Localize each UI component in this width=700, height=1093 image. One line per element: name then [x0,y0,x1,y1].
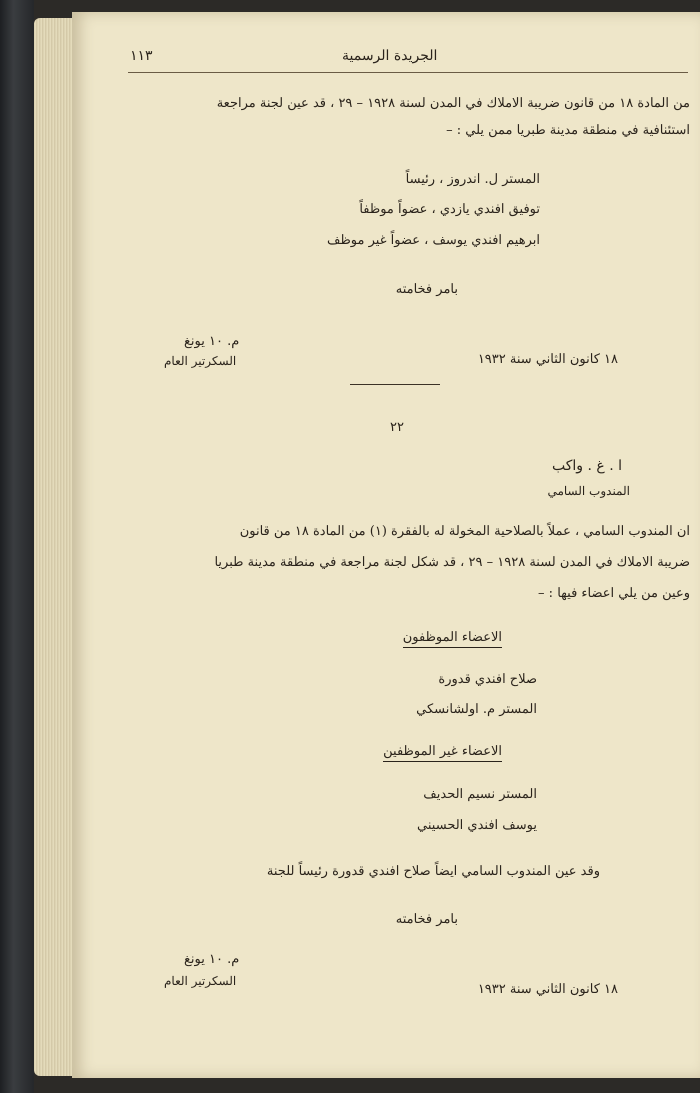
notice2-signer: ا . غ . واكب [551,458,622,474]
notice1-signature-title: السكرتير العام [164,354,237,368]
notice2-date: ١٨ كانون الثاني سنة ١٩٣٢ [477,982,618,997]
gazette-page [72,12,700,1078]
notice1-date: ١٨ كانون الثاني سنة ١٩٣٢ [477,352,618,367]
notice1-member: ابرهيم افندي يوسف ، عضواً غير موظف [327,233,540,248]
official-member: المستر م. اولشانسكي [416,702,537,717]
notice2-signer-title: المندوب السامي [547,484,630,498]
notice2-signature-title: السكرتير العام [164,974,237,988]
notice2-by-order: بامر فخامته [395,912,458,927]
notice2-paragraph-line: ان المندوب السامي ، عملاً بالصلاحية المخولة له بالفقرة (١) من المادة ١٨ من قانون [239,524,690,539]
notice2-number: ٢٢ [390,420,404,435]
unofficial-members-heading: الاعضاء غير الموظفين [383,744,502,762]
notice2-chair-line: وقد عين المندوب السامي ايضاً صلاح افندي قدورة رئيساً للجنة [266,864,600,879]
official-members-heading: الاعضاء الموظفون [403,630,502,648]
notice1-member: توفيق افندي يازدي ، عضواً موظفاً [359,202,540,217]
unofficial-member: المستر نسيم الحديف [423,787,537,802]
notice1-member: المستر ل. اندروز ، رئيساً [405,172,540,187]
notice2-signature-name: م. ١٠ يونغ [184,952,240,967]
notice1-paragraph-line: استئنافية في منطقة مدينة طبريا ممن يلي : – [446,123,690,138]
official-member: صلاح افندي قدورة [438,672,537,687]
notice1-paragraph-line: من المادة ١٨ من قانون ضريبة الاملاك في المدن لسنة ١٩٢٨ – ٢٩ ، قد عين لجنة مراجعة [216,96,690,111]
notice1-by-order: بامر فخامته [395,282,458,297]
header-rule [128,72,688,73]
page-number: ١١٣ [130,48,153,64]
section-divider [350,384,440,385]
notice2-paragraph-line: ضريبة الاملاك في المدن لسنة ١٩٢٨ – ٢٩ ، قد شكل لجنة مراجعة في منطقة مدينة طبريا [214,555,690,570]
notice1-signature-name: م. ١٠ يونغ [184,334,240,349]
unofficial-member: يوسف افندي الحسيني [417,818,537,833]
notice2-paragraph-line: وعين من يلي اعضاء فيها : – [538,586,690,601]
book-spine [0,0,34,1093]
page-title: الجريدة الرسمية [342,48,438,64]
